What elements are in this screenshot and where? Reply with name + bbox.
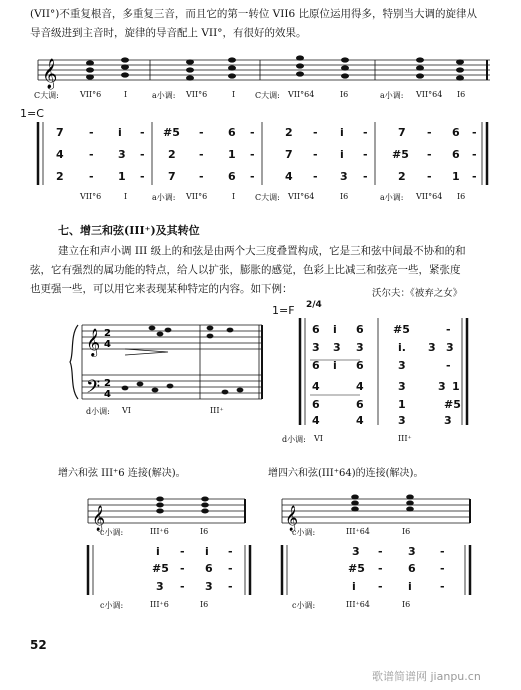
j1-r0-c8: 2 [285, 126, 293, 139]
j1-r1-c12: #5 [392, 148, 409, 161]
j1-r0-c12: 7 [398, 126, 406, 139]
ex3-left-label-2: I6 [200, 527, 209, 536]
staff1-label-4: VII°6 [186, 90, 208, 99]
j1-r0-c7: - [250, 126, 255, 139]
ex3-left-bottom-0: c小调: [100, 601, 124, 610]
ex3-r-r0-3: - [440, 545, 445, 558]
j1-label-3: VII°6 [186, 192, 208, 201]
j1-r0-c11: - [363, 126, 368, 139]
section-para-2: 弦，它有强烈的属功能的特点，给人以扩张，膨胀的感觉，色彩上比减三和弦亮一些，紧张度 [30, 264, 461, 276]
staff1-label-10: VII°64 [416, 90, 443, 99]
j2-r0-1: i [333, 323, 337, 336]
treble-clef-icon-3: 𝄞 [92, 506, 106, 531]
j1-r2-c10: 3 [340, 170, 348, 183]
j1-label-0: VII°6 [80, 192, 102, 201]
ex3-l-r1-1: - [180, 562, 185, 575]
ex3-r-r1-0: #5 [348, 562, 365, 575]
j1-label-9: VII°64 [416, 192, 443, 201]
j1-r2-c9: - [313, 170, 318, 183]
time-sig-bottom: 4 [104, 339, 111, 350]
time-sig-top: 2 [104, 328, 111, 339]
ex3-right-bottom-2: I6 [402, 600, 411, 609]
staff-3-left [88, 499, 245, 523]
j1-r1-c9: - [313, 148, 318, 161]
staff1-label-11: I6 [457, 90, 466, 99]
j1-r1-c14: 6 [452, 148, 460, 161]
j1-r1-c2: 3 [118, 148, 126, 161]
section-para-1: 建立在和声小调 III 级上的和弦是由两个大三度叠置构成，它是三和弦中间最不协和的和 [58, 245, 466, 257]
j2-r2-3: 3 [398, 359, 406, 372]
staff1-label-6: C大调: [255, 91, 280, 100]
j2-r3-3: 3 [438, 380, 446, 393]
ex3-r-r2-2: i [408, 580, 412, 593]
staff1-label-5: I [232, 90, 236, 99]
ex3-l-r0-2: i [205, 545, 209, 558]
staff1-label-0: C大调: [34, 91, 59, 100]
section-para-3: 也更强一些，可以用它来表现某种特定的内容。如下例： [30, 283, 293, 295]
page-number: 52 [30, 638, 47, 652]
j1-r2-c7: - [250, 170, 255, 183]
intro-line-2: 导音级进到主音时，旋律的导音配上 VII°，有很好的效果。 [30, 27, 307, 39]
ex3-l-r1-3: - [228, 562, 233, 575]
ex3-r-r0-0: 3 [352, 545, 360, 558]
ex3-right-label-1: III⁺64 [346, 527, 370, 536]
j1-r2-c11: - [363, 170, 368, 183]
staff-3-right-notes [351, 495, 414, 512]
j2-r5-1: 4 [356, 414, 364, 427]
j2-r1-1: 3 [333, 341, 341, 354]
j2-r4-2: 1 [398, 398, 406, 411]
j2-r0-2: 6 [356, 323, 364, 336]
time-signature-2: 2/4 [306, 300, 322, 310]
j1-r2-c12: 2 [398, 170, 406, 183]
j1-r0-c6: 6 [228, 126, 236, 139]
j1-label-2: a小调: [152, 193, 176, 202]
staff-1-notes [86, 55, 464, 80]
j1-r1-c10: i [340, 148, 344, 161]
j1-r1-c3: - [140, 148, 145, 161]
j1-r0-c10: i [340, 126, 344, 139]
j2-r3-1: 4 [356, 380, 364, 393]
intro-line-1: (VII°)不重复根音，多重复三音，而且它的第一转位 VII6 比原位运用得多，特别当大调的旋律从 [30, 8, 478, 20]
staff1-label-2: I [124, 90, 128, 99]
section-title: 七、增三和弦(III⁺)及其转位 [58, 224, 200, 237]
ex3-left-label-0: c小调: [100, 528, 124, 537]
j1-r1-c7: - [250, 148, 255, 161]
j2-r1-3: i. [398, 341, 406, 354]
j2-r2-1: i [333, 359, 337, 372]
j2-r3-0: 4 [312, 380, 320, 393]
j1-r2-c1: - [89, 170, 94, 183]
j2-r4-3: #5 [444, 398, 461, 411]
ex2-right-label-1: VI [314, 434, 323, 443]
j1-r2-c8: 4 [285, 170, 293, 183]
grand-staff-notes [122, 326, 244, 395]
j1-r1-c11: - [363, 148, 368, 161]
staff1-label-7: VII°64 [288, 90, 315, 99]
j1-r1-c5: - [199, 148, 204, 161]
j1-r2-c2: 1 [118, 170, 126, 183]
ex3-right-bottom-1: III⁺64 [346, 600, 370, 609]
j1-r2-c13: - [427, 170, 432, 183]
time-sig-bottom-bass: 4 [104, 389, 111, 400]
treble-clef-icon: 𝄞 [42, 59, 58, 89]
j1-r1-c1: - [89, 148, 94, 161]
ex3-l-r0-0: i [156, 545, 160, 558]
j1-label-6: VII°64 [288, 192, 315, 201]
ex3-l-r1-2: 6 [205, 562, 213, 575]
ex3-r-r1-1: - [378, 562, 383, 575]
j1-label-7: I6 [340, 192, 349, 201]
j2-r2-2: 6 [356, 359, 364, 372]
key-signature-1: 1=C [20, 107, 44, 120]
j1-r0-c5: - [199, 126, 204, 139]
j1-r1-c0: 4 [56, 148, 64, 161]
ex3-r-r2-1: - [378, 580, 383, 593]
bass-clef-icon: 𝄢 [86, 377, 101, 402]
ex3-right-bottom-0: c小调: [292, 601, 316, 610]
j1-r0-c3: - [140, 126, 145, 139]
j1-r0-c4: #5 [163, 126, 180, 139]
j2-r2-4: - [446, 359, 451, 372]
j1-r1-c4: 2 [168, 148, 176, 161]
ex2-right-label-2: III⁺ [398, 434, 412, 443]
j1-label-8: a小调: [380, 193, 404, 202]
j1-r1-c15: - [472, 148, 477, 161]
time-sig-top-bass: 2 [104, 378, 111, 389]
treble-clef-icon-2: 𝄞 [86, 328, 101, 356]
j1-label-5: C大调: [255, 193, 280, 202]
j2-r0-3: #5 [393, 323, 410, 336]
j2-r3-4: 1 [452, 380, 460, 393]
ex3-l-r2-0: 3 [156, 580, 164, 593]
j2-r4-0: 6 [312, 398, 320, 411]
staff1-label-3: a小调: [152, 91, 176, 100]
treble-clef-icon-4: 𝄞 [285, 506, 299, 531]
j1-label-10: I6 [457, 192, 466, 201]
ex3-l-r0-3: - [228, 545, 233, 558]
j1-r2-c15: - [472, 170, 477, 183]
j2-r5-2: 3 [398, 414, 406, 427]
j1-r0-c14: 6 [452, 126, 460, 139]
ex3-l-r1-0: #5 [152, 562, 169, 575]
j1-r2-c3: - [140, 170, 145, 183]
ex3-left-bottom-1: III⁺6 [150, 600, 169, 609]
j1-r0-c15: - [472, 126, 477, 139]
ex2-left-label-2: III⁺ [210, 406, 224, 415]
ex3-right-label-2: I6 [402, 527, 411, 536]
ex3-l-r0-1: - [180, 545, 185, 558]
j1-r2-c0: 2 [56, 170, 64, 183]
j2-r3-2: 3 [398, 380, 406, 393]
j1-label-4: I [232, 192, 236, 201]
citation: 沃尔夫：《被弃之女》 [372, 288, 463, 299]
j1-r2-c14: 1 [452, 170, 460, 183]
ex2-left-label-0: d小调: [86, 407, 110, 416]
ex3-l-r2-3: - [228, 580, 233, 593]
ex3-right-label-0: c小调: [292, 528, 316, 537]
j2-r4-1: 6 [356, 398, 364, 411]
ex3-l-r2-1: - [180, 580, 185, 593]
j1-r0-c9: - [313, 126, 318, 139]
j2-r0-4: - [446, 323, 451, 336]
j2-r5-3: 3 [444, 414, 452, 427]
j2-r5-0: 4 [312, 414, 320, 427]
ex3-r-r1-3: - [440, 562, 445, 575]
j2-r1-4: 3 [428, 341, 436, 354]
ex3-r-r0-2: 3 [408, 545, 416, 558]
j2-r1-2: 3 [356, 341, 364, 354]
j2-r0-0: 6 [312, 323, 320, 336]
j1-r0-c1: - [89, 126, 94, 139]
ex2-left-label-1: VI [122, 406, 131, 415]
caption-right: 增四六和弦(III⁺64)的连接(解决)。 [268, 468, 424, 479]
watermark: 歌谱简谱网 jianpu.cn [372, 670, 481, 683]
staff1-label-8: I6 [340, 90, 349, 99]
j2-r1-5: 3 [446, 341, 454, 354]
staff1-label-9: a小调: [380, 91, 404, 100]
j1-r2-c5: - [199, 170, 204, 183]
j1-r2-c4: 7 [168, 170, 176, 183]
j1-r1-c8: 7 [285, 148, 293, 161]
j1-r0-c0: 7 [56, 126, 64, 139]
j1-r0-c13: - [427, 126, 432, 139]
caption-left: 增六和弦 III⁺6 连接(解决)。 [58, 468, 186, 479]
j1-r2-c6: 6 [228, 170, 236, 183]
ex3-r-r2-0: i [352, 580, 356, 593]
jianpu-1-frame [38, 122, 487, 185]
ex2-right-label-0: d小调: [282, 435, 306, 444]
j2-r1-0: 3 [312, 341, 320, 354]
ex3-r-r0-1: - [378, 545, 383, 558]
ex3-left-label-1: III⁺6 [150, 527, 169, 536]
j1-label-1: I [124, 192, 128, 201]
staff-3-right [282, 499, 470, 523]
ex3-r-r2-3: - [440, 580, 445, 593]
jianpu-2-frame [300, 318, 467, 425]
ex3-left-bottom-2: I6 [200, 600, 209, 609]
ex3-l-r2-2: 3 [205, 580, 213, 593]
j1-r1-c13: - [427, 148, 432, 161]
staff1-label-1: VII°6 [80, 90, 102, 99]
j1-r0-c2: i [118, 126, 122, 139]
key-signature-2: 1=F [272, 304, 295, 317]
j2-r2-0: 6 [312, 359, 320, 372]
ex3-r-r1-2: 6 [408, 562, 416, 575]
j1-r1-c6: 1 [228, 148, 236, 161]
